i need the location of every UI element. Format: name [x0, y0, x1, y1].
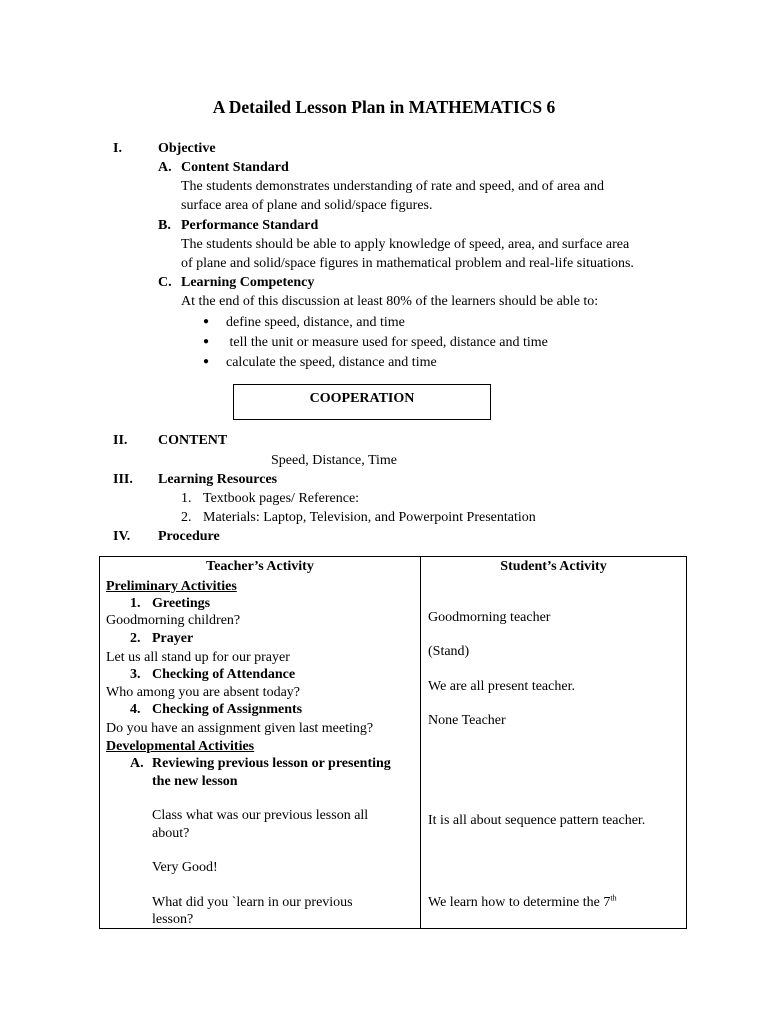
section-number-objective: I. [113, 141, 122, 156]
performance-standard-text-line1: The students should be able to apply knowledge of speed, area, and surface area [181, 237, 630, 252]
review-heading-line1: Reviewing previous lesson or presenting [152, 756, 391, 771]
bullet-icon: ● [203, 356, 210, 367]
section-heading-objective: Objective [158, 141, 216, 156]
step-number: 3. [130, 667, 141, 682]
section-number-resources: III. [113, 472, 133, 487]
developmental-activities-heading: Developmental Activities [106, 739, 255, 754]
ordinal-suffix: th [610, 893, 617, 903]
teacher-question-line2: about? [152, 826, 190, 841]
student-response: Goodmorning teacher [428, 610, 551, 625]
teacher-praise: Very Good! [152, 860, 218, 875]
greetings-heading: Greetings [152, 596, 211, 611]
section-number-content: II. [113, 433, 128, 448]
student-activity-column [421, 557, 687, 929]
content-standard-text-line1: The students demonstrates understanding of rate and speed, and of area and [181, 179, 604, 194]
student-response: We learn how to determine the 7 [428, 895, 611, 910]
section-heading-procedure: Procedure [158, 529, 220, 544]
teacher-question2-line1: What did you `learn in our previous [152, 895, 353, 910]
performance-standard-text-line2: of plane and solid/space figures in mathematical problem and real-life situations. [181, 256, 634, 271]
preliminary-activities-heading: Preliminary Activities [106, 579, 237, 594]
teacher-activity-column [100, 557, 421, 929]
greetings-text: Goodmorning children? [106, 613, 241, 628]
learning-competency-text: At the end of this discussion at least 80% of the learners should be able to: [181, 294, 599, 309]
resource-item: Materials: Laptop, Television, and Powerpoint Presentation [203, 510, 536, 525]
student-response: It is all about sequence pattern teacher. [428, 813, 646, 828]
student-activity-header: Student’s Activity [500, 559, 607, 574]
learning-competency-heading: Learning Competency [181, 275, 315, 290]
section-number-procedure: IV. [113, 529, 131, 544]
section-heading-resources: Learning Resources [158, 472, 278, 487]
competency-item: calculate the speed, distance and time [226, 355, 437, 370]
attendance-text: Who among you are absent today? [106, 685, 300, 700]
bullet-icon: ● [203, 316, 210, 327]
document-title: A Detailed Lesson Plan in MATHEMATICS 6 [212, 97, 556, 117]
resource-number: 1. [181, 491, 192, 506]
step-letter: A. [130, 756, 144, 771]
step-number: 1. [130, 596, 141, 611]
student-response-line [428, 893, 617, 912]
prayer-text: Let us all stand up for our prayer [106, 650, 290, 665]
teacher-question-line1: Class what was our previous lesson all [152, 808, 369, 823]
resource-number: 2. [181, 510, 192, 525]
student-response: (Stand) [428, 644, 470, 659]
review-heading-line2: the new lesson [152, 774, 238, 789]
content-topic: Speed, Distance, Time [271, 453, 397, 468]
value-focus-label: COOPERATION [309, 391, 415, 406]
subsection-letter-b: B. [158, 218, 171, 233]
performance-standard-heading: Performance Standard [181, 218, 319, 233]
subsection-letter-c: C. [158, 275, 172, 290]
procedure-table [99, 556, 687, 929]
step-number: 4. [130, 702, 141, 717]
section-heading-content: CONTENT [158, 433, 228, 448]
assignments-text: Do you have an assignment given last meeting? [106, 721, 374, 736]
competency-item: tell the unit or measure used for speed, distance and time [226, 335, 548, 350]
bullet-icon: ● [203, 336, 210, 347]
content-standard-text-line2: surface area of plane and solid/space figures. [181, 198, 433, 213]
value-focus-box [233, 384, 491, 420]
teacher-question2-line2: lesson? [152, 912, 194, 927]
attendance-heading: Checking of Attendance [152, 667, 296, 682]
step-number: 2. [130, 631, 141, 646]
content-standard-heading: Content Standard [181, 160, 289, 175]
assignments-heading: Checking of Assignments [152, 702, 303, 717]
student-response: We are all present teacher. [428, 679, 575, 694]
prayer-heading: Prayer [152, 631, 194, 646]
competency-item: define speed, distance, and time [226, 315, 405, 330]
teacher-activity-header: Teacher’s Activity [206, 559, 314, 574]
subsection-letter-a: A. [158, 160, 172, 175]
student-response: None Teacher [428, 713, 506, 728]
resource-item: Textbook pages/ Reference: [203, 491, 360, 506]
